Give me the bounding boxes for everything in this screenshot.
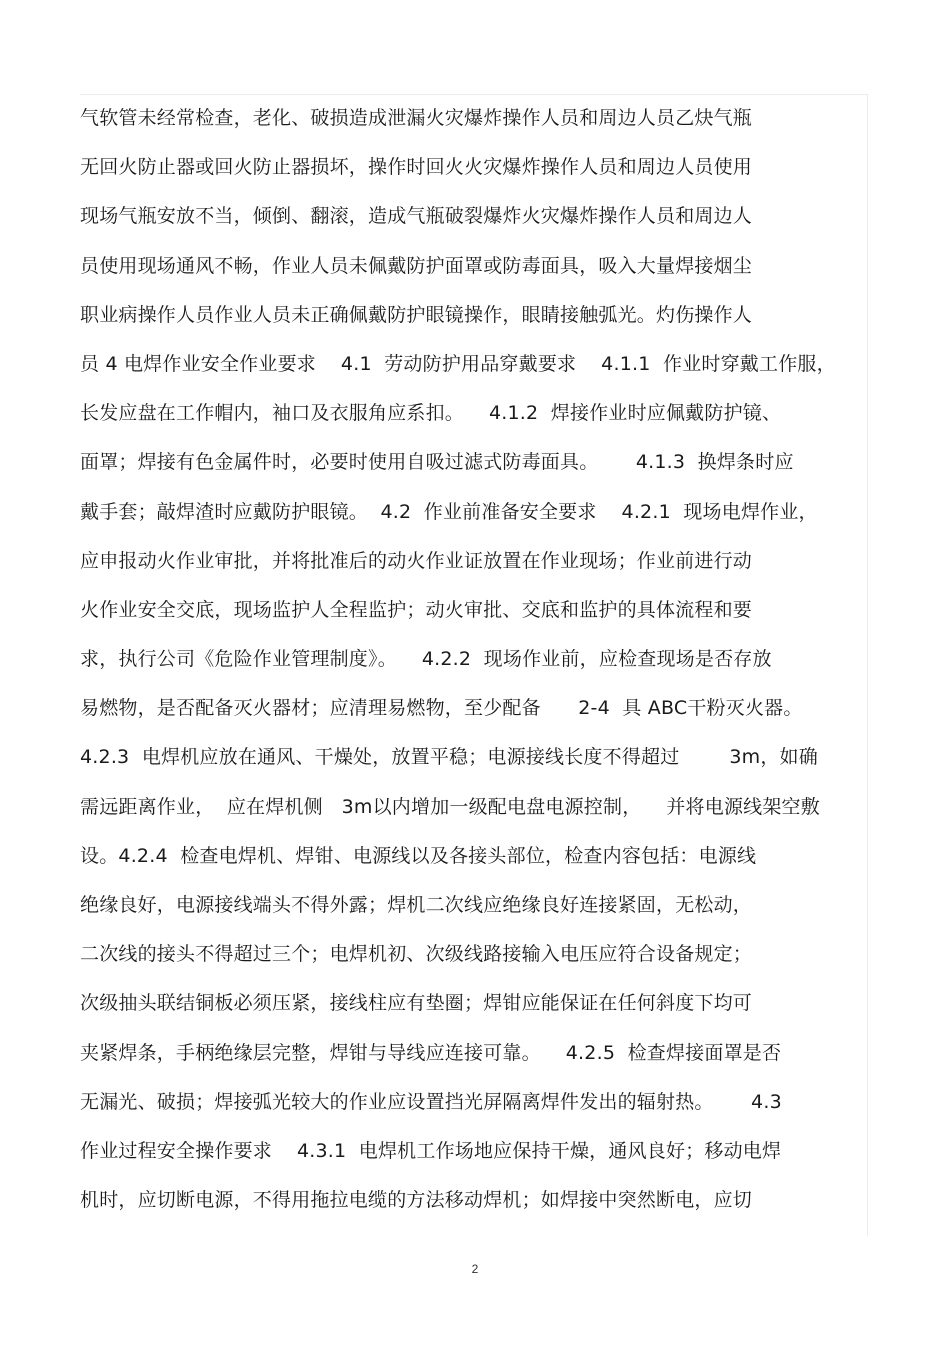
text-line: 长发应盘在工作帽内，袖口及衣服角应系扣。 4.1.2 焊接作业时应佩戴防护镜、 <box>80 402 782 425</box>
text-line: 需远距离作业， 应在焊机侧 3m以内增加一级配电盘电源控制， 并将电源线架空敷 <box>80 795 820 818</box>
text-line: 设。4.2.4 检查电焊机、焊钳、电源线以及各接头部位，检查内容包括：电源线 <box>80 844 757 867</box>
text-line: 二次线的接头不得超过三个；电焊机初、次级线路接输入电压应符合设备规定； <box>80 943 753 966</box>
text-line: 气软管未经常检查，老化、破损造成泄漏火灾爆炸操作人员和周边人员乙炔气瓶 <box>80 107 753 129</box>
text-line: 职业病操作人员作业人员未正确佩戴防护眼镜操作，眼睛接触弧光。灼伤操作人 <box>80 303 753 326</box>
text-line: 现场气瓶安放不当，倾倒、翻滚，造成气瓶破裂爆炸火灾爆炸操作人员和周边人 <box>80 205 753 228</box>
text-line: 绝缘良好，电源接线端头不得外露；焊机二次线应绝缘良好连接紧固，无松动， <box>80 894 753 916</box>
text-line: 应申报动火作业审批，并将批准后的动火作业证放置在作业现场；作业前进行动 <box>80 549 753 572</box>
text-line: 无回火防止器或回火防止器损坏，操作时回火火灾爆炸操作人员和周边人员使用 <box>80 156 753 179</box>
text-line: 求，执行公司《危险作业管理制度》。 4.2.2 现场作业前，应检查现场是否存放 <box>80 648 772 671</box>
document-body <box>80 100 870 1231</box>
text-line: 员使用现场通风不畅，作业人员未佩戴防护面罩或防毒面具，吸入大量焊接烟尘 <box>80 254 753 277</box>
text-line: 作业过程安全操作要求 4.3.1 电焊机工作场地应保持干燥，通风良好；移动电焊 <box>80 1139 782 1162</box>
text-line: 无漏光、破损；焊接弧光较大的作业应设置挡光屏隔离焊件发出的辐射热。 4.3 <box>80 1090 782 1113</box>
text-line: 4.2.3 电焊机应放在通风、干燥处，放置平稳；电源接线长度不得超过 3m，如确 <box>80 746 818 769</box>
text-line: 戴手套；敲焊渣时应戴防护眼镜。 4.2 作业前准备安全要求 4.2.1 现场电焊作业， <box>80 500 818 523</box>
text-line: 员 4 电焊作业安全作业要求 4.1 劳动防护用品穿戴要求 4.1.1 作业时穿戴工作服， <box>80 352 836 375</box>
text-line: 面罩；焊接有色金属件时，必要时使用自吸过滤式防毒面具。 4.1.3 换焊条时应 <box>80 451 794 474</box>
text-line: 火作业安全交底，现场监护人全程监护；动火审批、交底和监护的具体流程和要 <box>80 598 753 621</box>
text-line: 易燃物，是否配备灭火器材；应清理易燃物，至少配备 2-4 具 ABC干粉灭火器。 <box>80 697 803 720</box>
page-number: 2 <box>471 1262 479 1276</box>
text-line: 次级抽头联结铜板必须压紧，接线柱应有垫圈；焊钳应能保证在任何斜度下均可 <box>80 992 753 1015</box>
text-line: 夹紧焊条，手柄绝缘层完整，焊钳与导线应连接可靠。 4.2.5 检查焊接面罩是否 <box>80 1041 782 1064</box>
text-line: 机时，应切断电源，不得用拖拉电缆的方法移动焊机；如焊接中突然断电，应切 <box>80 1189 753 1212</box>
